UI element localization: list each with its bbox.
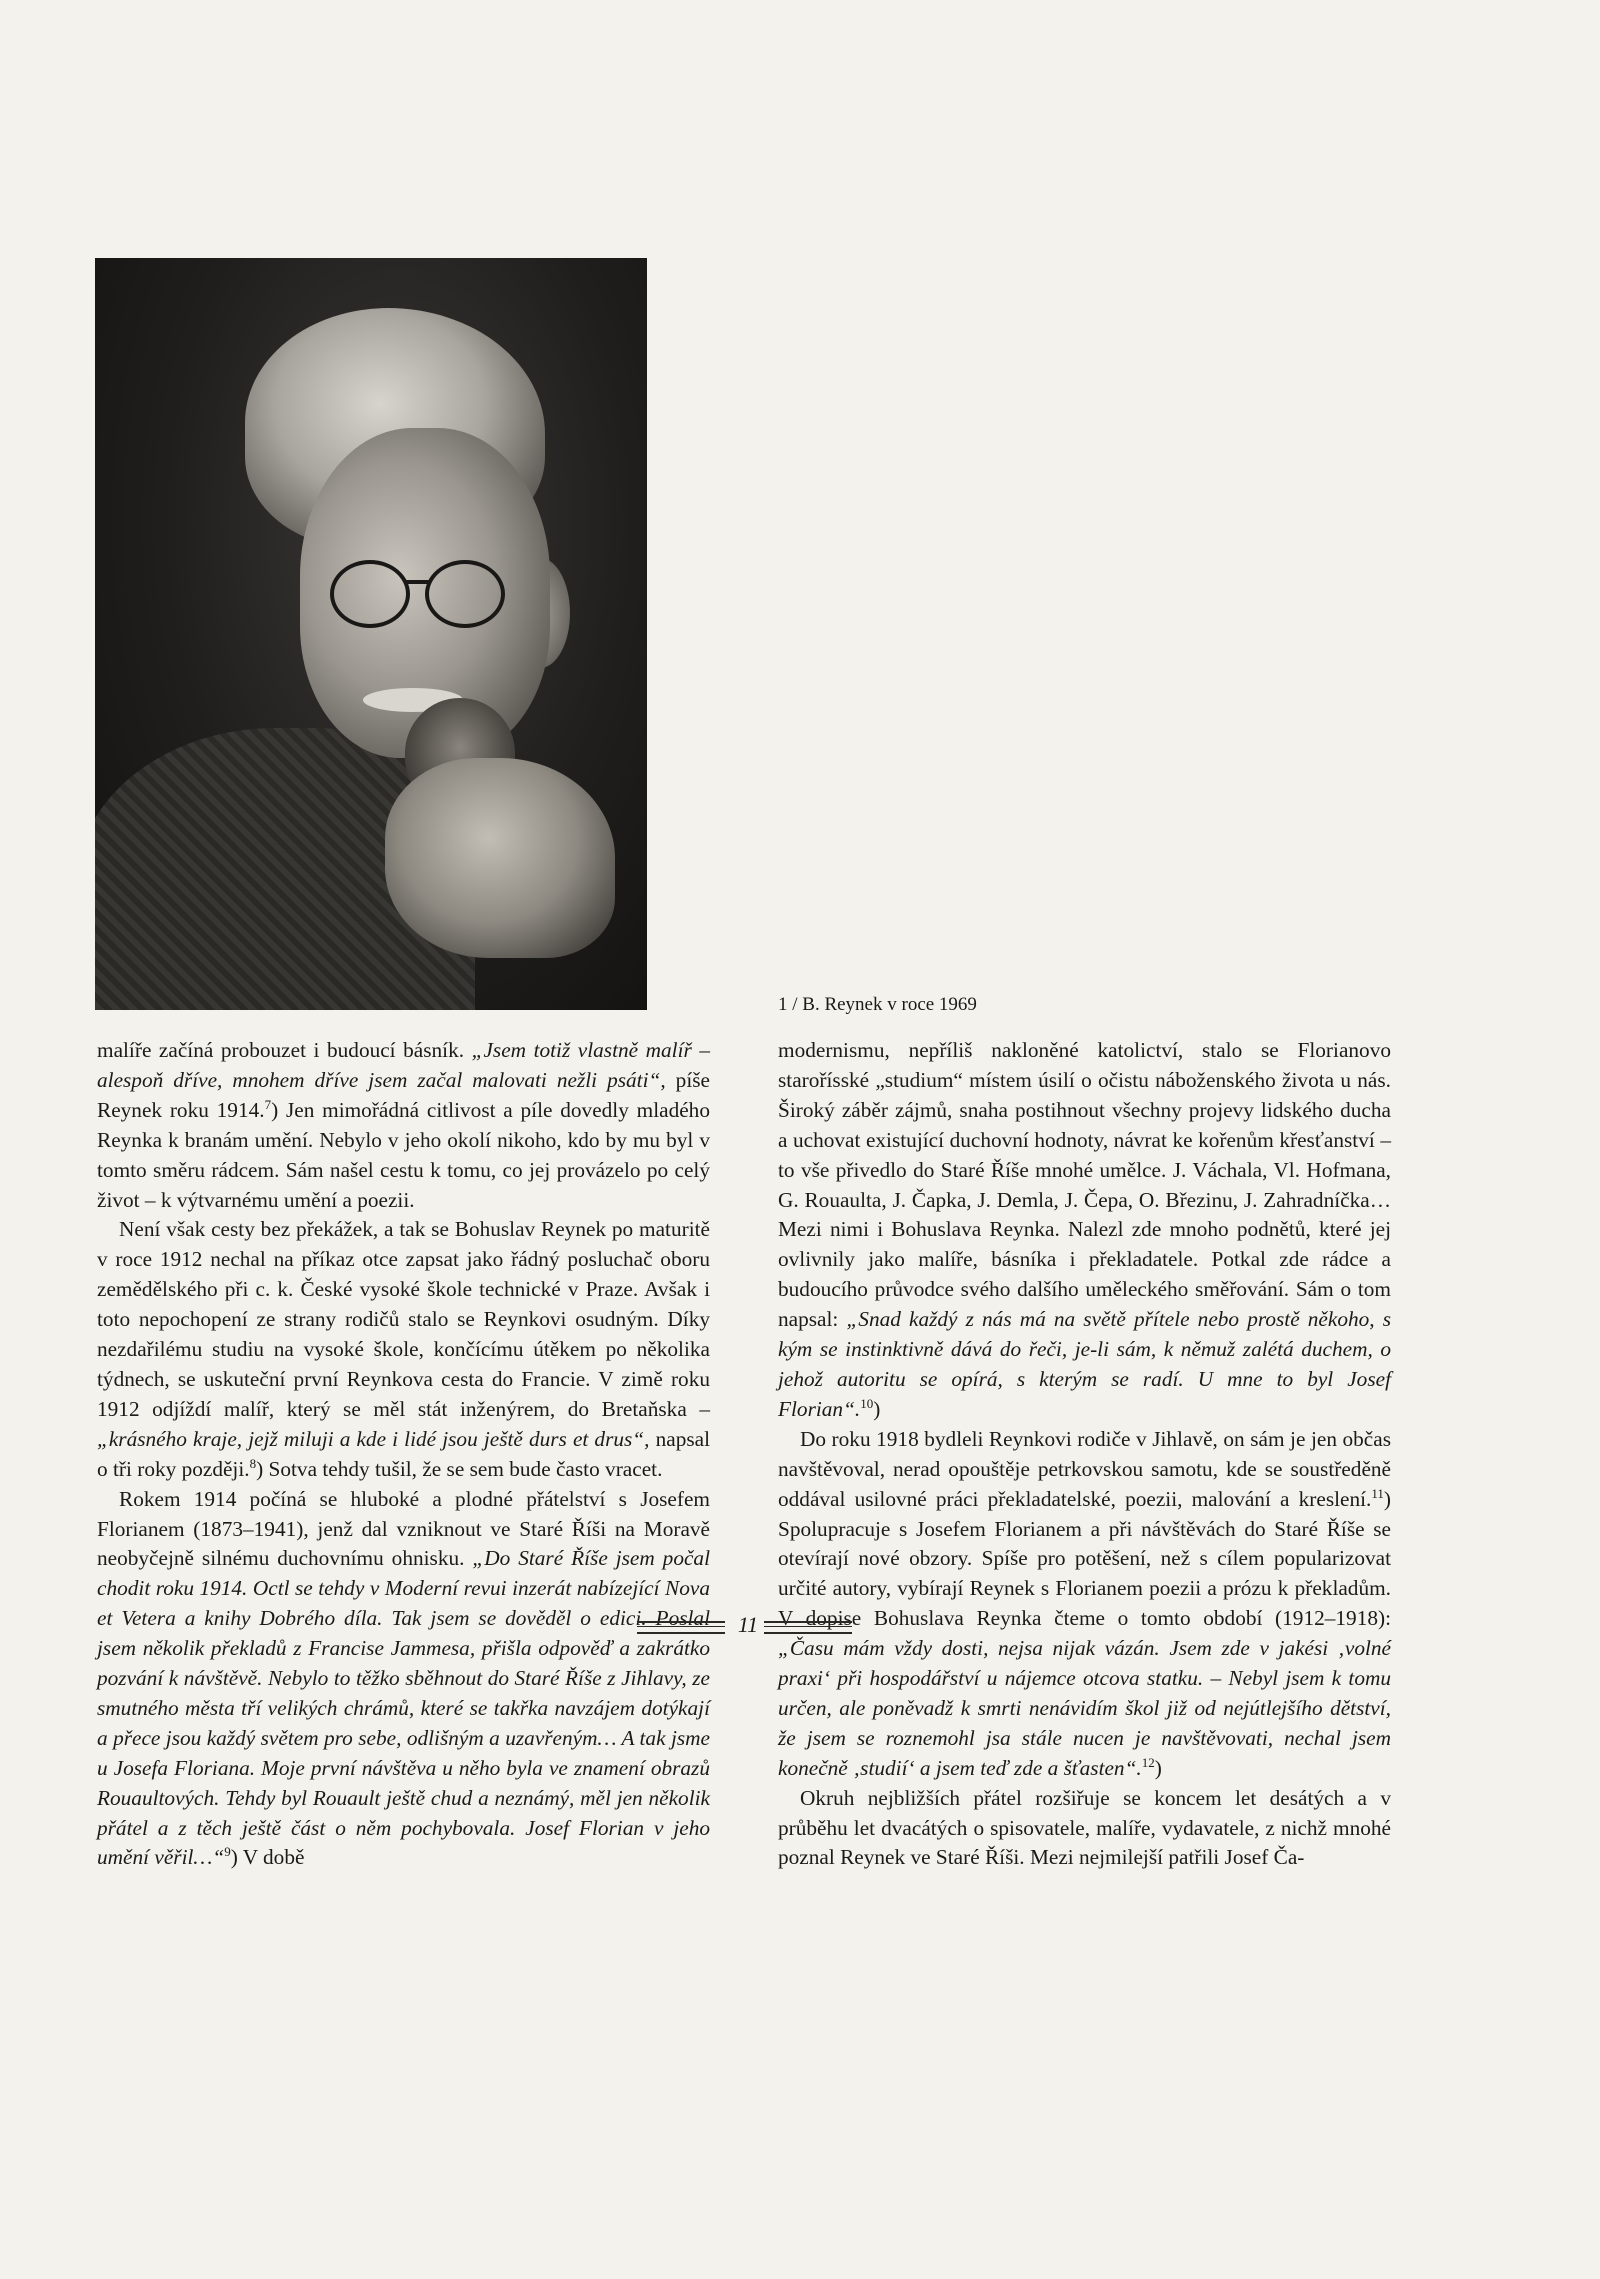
quote-italic: „Jsem totiž vlastně malíř – alespoň dříve, mnohem dříve jsem začal malovati nežli psáti“, [97, 1038, 710, 1092]
paragraph [778, 1425, 1391, 1784]
quote-italic: „Času mám vždy dosti, nejsa nijak vázán. Jsem zde v jakési ‚volné praxi‘ při hospodářství u nájemce otcova statku. – Nebyl jsem k tomu určen, ale poněvadž k smrti nenávidím škol již od nejútlejšího dětství, že jsem se roznemohl jsa stále nucen je navštěvovati, nechal jsem konečně ‚studií‘ a jsem teď zde a šťasten“. [778, 1636, 1391, 1780]
photo-caption: 1 / B. Reynek v roce 1969 [778, 994, 977, 1015]
text-run: ) V době [230, 1845, 305, 1870]
footnote-ref: 8 [249, 1455, 257, 1471]
text-run: Není však cesty bez překážek, a tak se Bohuslav Reynek po maturitě v roce 1912 nechal na příkaz otce zapsat jako řádný posluchač oboru zemědělského při c. k. České vysoké škole technické v Praze. Avšak i toto nepochopení ze strany rodičů stalo se Reynkovi osudným. Díky nezdařilému studiu na vysoké škole, končícímu útěkem po několika týdnech, se uskuteční první Reynkova cesta do Francie. V zimě roku 1912 odjíždí malíř, který se měl stát inženýrem, do Bretaňska – [97, 1217, 710, 1421]
quote-italic: „Snad každý z nás má na světě přítele nebo prostě někoho, s kým se instinktivně dává do řeči, je-li sám, k němuž zalétá duchem, o jehož autoritu se opírá, s kterým se radí. U mne to byl Josef Florian“. [778, 1307, 1391, 1421]
footnote-ref: 9 [224, 1844, 231, 1860]
quote-italic: „Do Staré Říše jsem počal chodit roku 1914. Octl se tehdy v Moderní revui inzerát nabízející Nova et Vetera a knihy Dobrého díla. Tak jsem se dověděl o edici. Poslal jsem několik překladů z Francise Jammesa, přišla odpověď a zakrátko pozvání k návštěvě. Nebylo to těžko sběhnout do Staré Říše z Jihlavy, ze smutného města tří velikých chrámů, které se takřka navzájem dotýkají a přece jsou každý světem pro sebe, odlišným a uzavřeným… A tak jsme u Josefa Floriana. Moje první návštěva u něho byla ve znamení obrazů Rouaultových. Tehdy byl Rouault ještě chud a neznámý, měl jen několik přátel a z těch ještě část o něm pochybovala. Josef Florian v jeho umění věřil…“ [97, 1546, 710, 1870]
text-run: Rokem 1914 počíná se hluboké a plodné přátelství s Josefem Florianem (1873–1941), jenž dal vzniknout ve Staré Říši na Moravě neobyčejně silnému duchovnímu ohnisku. [97, 1486, 710, 1571]
text-run: ) Jen mimořádná citlivost a píle dovedly mladého Reynka k branám umění. Nebylo v jeho okolí nikoho, kdo by mu byl v tomto směru rádcem. Sám našel cestu k tomu, co jej provázelo po celý život – k výtvarnému umění a poezii. [97, 1097, 710, 1212]
ornamental-rule-right [764, 1621, 852, 1634]
paragraph [778, 1784, 1391, 1874]
portrait-photograph [95, 258, 647, 1010]
glasses-left-lens [330, 560, 410, 628]
text-run: ) [1154, 1755, 1162, 1780]
quote-italic: „krásného kraje, jejž miluji a kde i lidé jsou ještě durs et drus“, [97, 1426, 650, 1451]
hand-shape [385, 758, 615, 958]
glasses-bridge [405, 580, 429, 584]
page-number: 11 [737, 1612, 759, 1637]
footnote-ref: 11 [1371, 1485, 1384, 1501]
text-run: ) Sotva tehdy tušil, že se sem bude často vracet. [256, 1456, 663, 1481]
text-run: píše Reynek roku 1914. [97, 1067, 710, 1122]
footnote-ref: 10 [860, 1395, 874, 1411]
paragraph [97, 1215, 710, 1484]
text-run: ) Spolupracuje s Josefem Florianem a při návštěvách do Staré Říše se otevírají nové obzory. Spíše pro potěšení, než s cílem popularizovat určité autory, vybírají Reynek s Florianem poezii a prózu k překladům. V dopise Bohuslava Reynka čteme o tomto období (1912–1918): [778, 1486, 1391, 1631]
text-run: napsal o tři roky později. [97, 1426, 711, 1481]
right-text-column [778, 1036, 1391, 1873]
text-run: ) [873, 1396, 881, 1421]
text-run: malíře začíná probouzet i budoucí básník. [97, 1038, 472, 1062]
text-run: Okruh nejbližších přátel rozšiřuje se koncem let desátých a v průběhu let dvacátých o spisovatele, malíře, vydavatele, z nichž mnohé poznal Reynek ve Staré Říši. Mezi nejmilejší patřili Josef Ča- [778, 1785, 1391, 1870]
text-run: modernismu, nepříliš nakloněné katolictví, stalo se Florianovo starořísské „studium“ místem úsilí o očistu náboženského života u nás. Široký záběr zájmů, snaha postihnout všechny projevy lidského ducha a uchovat existující duchovní hodnoty, návrat ke kořenům křesťanství – to vše přivedlo do Staré Říše mnohé umělce. J. Váchala, Vl. Hofmana, G. Rouaulta, J. Čapka, J. Demla, J. Čepa, O. Březinu, J. Zahradníčka… Mezi nimi i Bohuslava Reynka. Nalezl zde mnoho podnětů, které jej ovlivnily jako malíře, básníka i překladatele. Potkal zde rádce a budoucího průvodce svého dalšího uměleckého směřování. Sám o tom napsal: [778, 1038, 1391, 1332]
left-text-column [97, 1036, 710, 1873]
glasses-right-lens [425, 560, 505, 628]
footnote-ref: 7 [264, 1096, 272, 1112]
page-number-footer [0, 1612, 1600, 1652]
paragraph [97, 1485, 710, 1874]
paragraph [778, 1036, 1391, 1425]
ornamental-rule-left [637, 1621, 725, 1634]
text-run: Do roku 1918 bydleli Reynkovi rodiče v Jihlavě, on sám je jen občas navštěvoval, nerad opouštěje petrkovskou samotu, kde se soustředěně oddával usilovné práci překladatelské, poezii, malování a kreslení. [778, 1426, 1391, 1511]
footnote-ref: 12 [1141, 1754, 1155, 1770]
paragraph [97, 1036, 710, 1215]
